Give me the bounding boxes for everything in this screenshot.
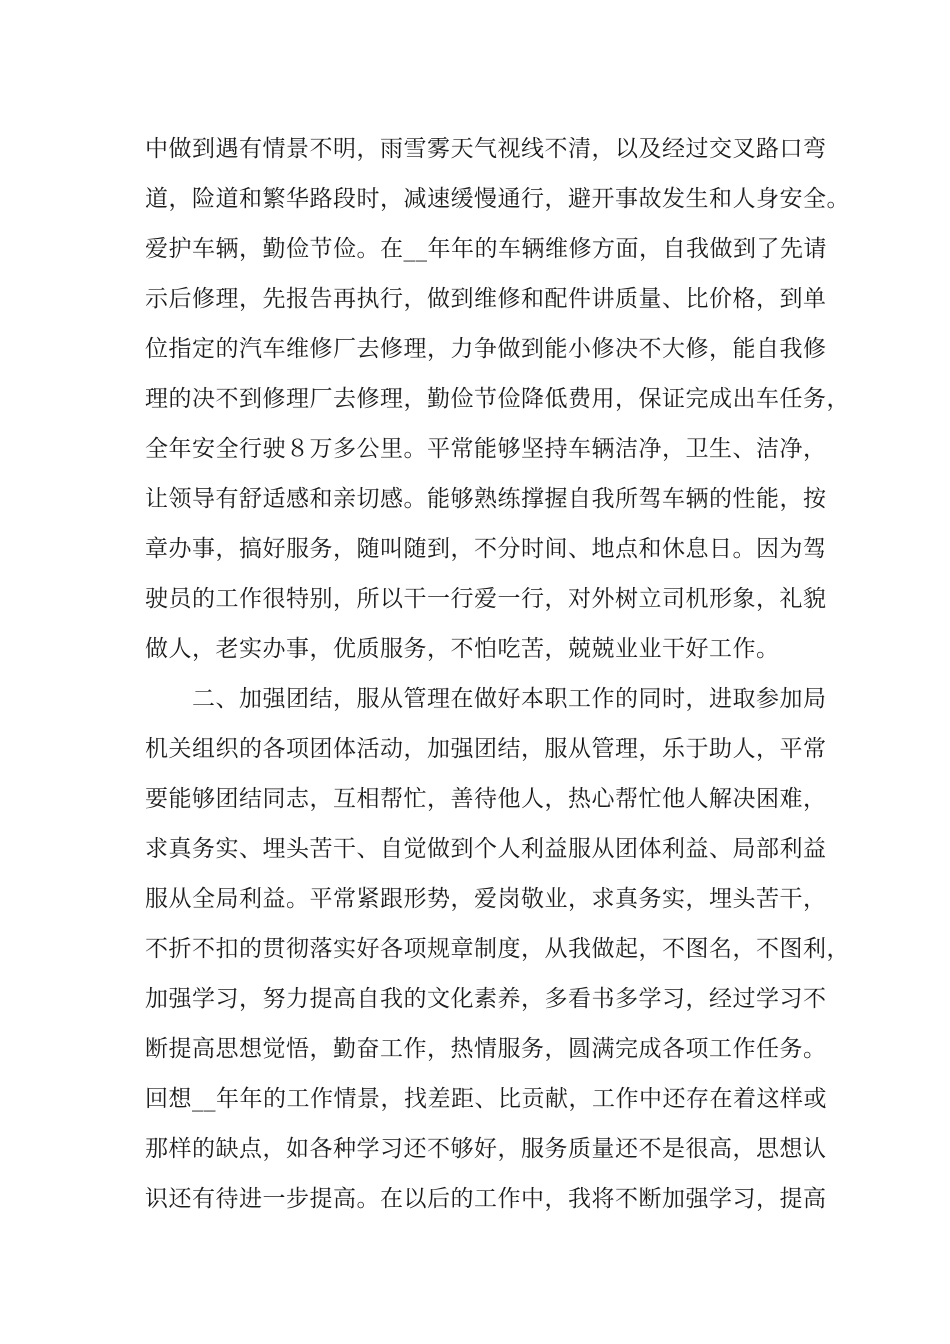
- text-line: 不折不扣的贯彻落实好各项规章制度，从我做起，不图名，不图利，: [145, 936, 850, 962]
- text-line: 做人，老实办事，优质服务，不怕吃苦，兢兢业业干好工作。: [145, 636, 780, 662]
- text-line: 那样的缺点，如各种学习还不够好，服务质量还不是很高，思想认: [145, 1136, 827, 1162]
- text-line: 位指定的汽车维修厂去修理，力争做到能小修决不大修，能自我修: [145, 336, 827, 362]
- text-line: 理的决不到修理厂去修理，勤俭节俭降低费用，保证完成出车任务，: [145, 386, 850, 412]
- text-line: 道，险道和繁华路段时，减速缓慢通行，避开事故发生和人身安全。: [145, 186, 850, 212]
- text-line: 断提高思想觉悟，勤奋工作，热情服务，圆满完成各项工作任务。: [145, 1036, 827, 1062]
- text-line: 服从全局利益。平常紧跟形势，爱岗敬业，求真务实，埋头苦干，: [145, 886, 827, 912]
- text-line: 求真务实、埋头苦干、自觉做到个人利益服从团体利益、局部利益: [145, 836, 827, 862]
- text-line: 爱护车辆，勤俭节俭。在__年年的车辆维修方面，自我做到了先请: [145, 236, 827, 262]
- text-line: 驶员的工作很特别，所以干一行爱一行，对外树立司机形象，礼貌: [145, 586, 827, 612]
- text-line: 让领导有舒适感和亲切感。能够熟练撑握自我所驾车辆的性能，按: [145, 486, 827, 512]
- text-line: 示后修理，先报告再执行，做到维修和配件讲质量、比价格，到单: [145, 286, 827, 312]
- section-heading-line: 二、加强团结，服从管理在做好本职工作的同时，进取参加局: [192, 686, 827, 712]
- text-line: 识还有待进一步提高。在以后的工作中，我将不断加强学习，提高: [145, 1186, 827, 1212]
- text-line: 章办事，搞好服务，随叫随到，不分时间、地点和休息日。因为驾: [145, 536, 827, 562]
- text-line: 机关组织的各项团体活动，加强团结，服从管理，乐于助人，平常: [145, 736, 827, 762]
- text-line: 回想__年年的工作情景，找差距、比贡献，工作中还存在着这样或: [145, 1086, 827, 1112]
- text-line: 中做到遇有情景不明，雨雪雾天气视线不清，以及经过交叉路口弯: [145, 136, 827, 162]
- text-line: 要能够团结同志，互相帮忙，善待他人，热心帮忙他人解决困难，: [145, 786, 827, 812]
- text-line: 全年安全行驶８万多公里。平常能够坚持车辆洁净，卫生、洁净，: [145, 436, 827, 462]
- text-line: 加强学习，努力提高自我的文化素养，多看书多学习，经过学习不: [145, 986, 827, 1012]
